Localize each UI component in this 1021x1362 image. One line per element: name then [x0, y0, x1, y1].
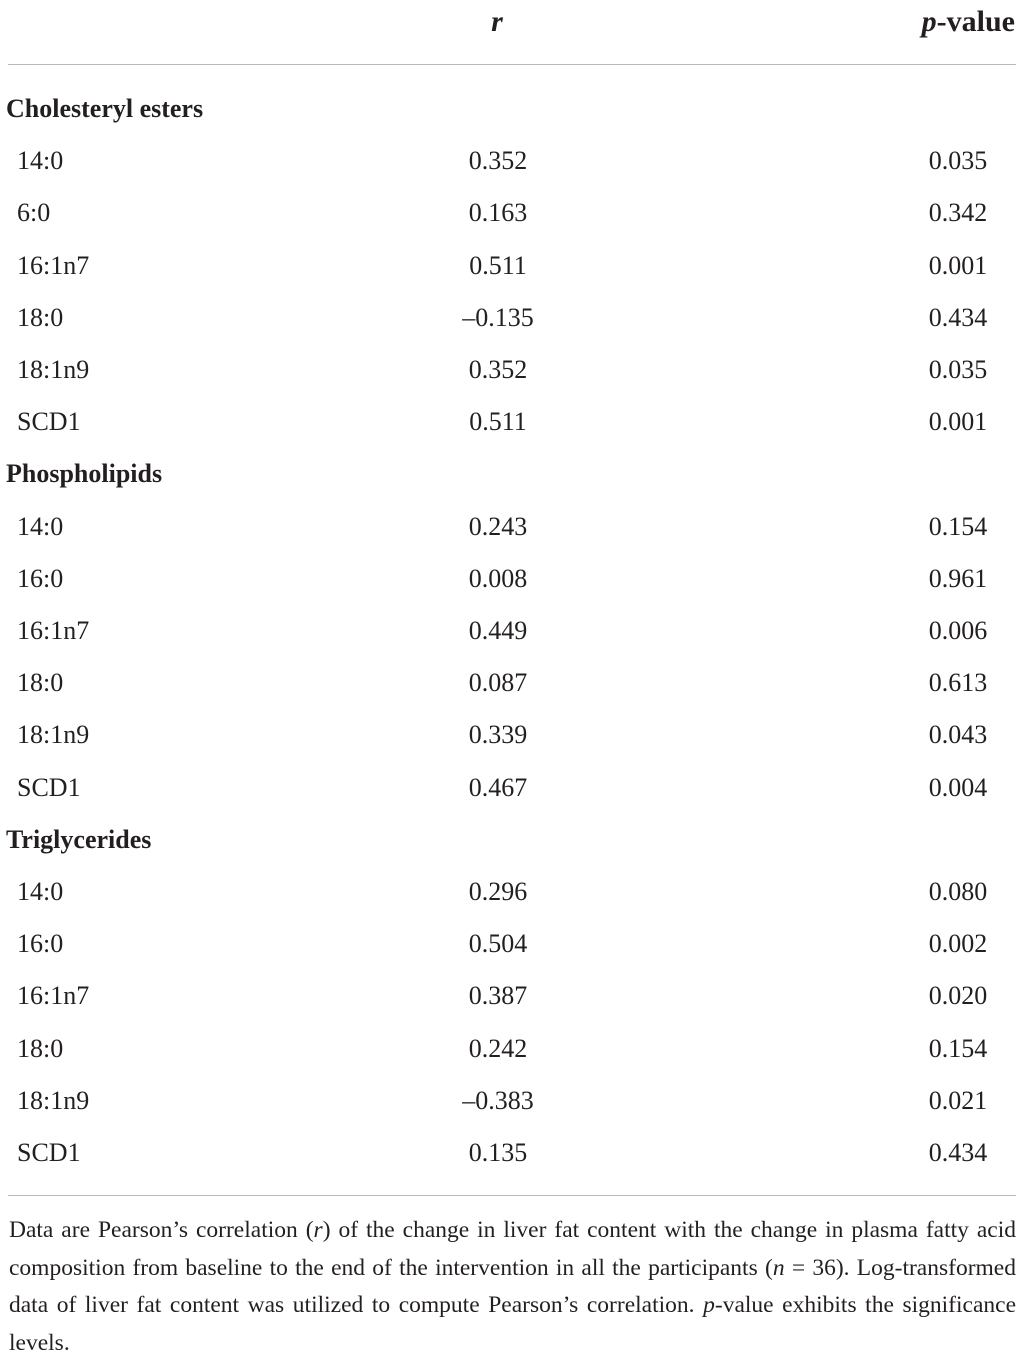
p-value: 0.154 [928, 511, 988, 541]
r-value: –0.135 [462, 302, 534, 332]
table-row [0, 553, 1021, 605]
r-value: 0.352 [468, 146, 528, 176]
p-symbol: p [703, 1292, 715, 1318]
r-value: 0.449 [468, 616, 528, 645]
table-row [0, 501, 1021, 553]
table-row [0, 292, 1021, 344]
fatty-acid-label: 16:0 [17, 929, 64, 959]
r-value: 0.163 [468, 198, 528, 228]
p-value: 0.001 [928, 407, 988, 437]
fatty-acid-label: 18:0 [17, 302, 64, 332]
p-value: 0.006 [928, 616, 988, 645]
fatty-acid-label: 14:0 [17, 511, 64, 541]
footer-rule [8, 1195, 1016, 1196]
p-symbol: p [921, 5, 937, 38]
section-title: Cholesteryl esters [6, 94, 204, 123]
table-row [0, 709, 1021, 761]
table-row [0, 657, 1021, 709]
p-value: 0.004 [928, 772, 988, 802]
r-value: 0.352 [468, 355, 528, 384]
section-title: Triglycerides [6, 824, 152, 854]
r-value: 0.467 [468, 772, 528, 802]
fatty-acid-label: 16:1n7 [17, 250, 90, 280]
table-row [0, 344, 1021, 396]
fatty-acid-label: 14:0 [17, 877, 64, 906]
r-value: –0.383 [462, 1085, 534, 1115]
fatty-acid-label: 18:0 [17, 668, 64, 698]
table-row [0, 605, 1021, 657]
table-row [0, 187, 1021, 239]
r-symbol: r [313, 1217, 323, 1243]
fatty-acid-label: SCD1 [17, 407, 81, 437]
r-value: 0.511 [469, 250, 527, 280]
r-value: 0.242 [468, 1033, 528, 1063]
table-row [0, 396, 1021, 448]
r-value: 0.296 [468, 877, 528, 906]
section-row [0, 814, 1021, 866]
fatty-acid-label: SCD1 [17, 1138, 81, 1167]
p-value: 0.043 [928, 720, 988, 750]
r-value: 0.087 [468, 668, 528, 698]
p-value: 0.001 [928, 250, 988, 280]
r-value: 0.339 [468, 720, 528, 750]
table-row [0, 1075, 1021, 1127]
p-value: 0.613 [928, 668, 988, 698]
fatty-acid-label: 18:1n9 [17, 720, 90, 750]
p-value: 0.154 [928, 1033, 988, 1063]
table-header [0, 0, 1021, 64]
p-value: 0.342 [928, 198, 988, 228]
table-row [0, 866, 1021, 918]
p-value: 0.002 [928, 929, 988, 959]
n-symbol: n [772, 1254, 785, 1281]
r-value: 0.008 [468, 563, 528, 593]
table-row [0, 762, 1021, 814]
fatty-acid-label: 18:1n9 [17, 355, 90, 384]
r-value: 0.135 [468, 1138, 528, 1167]
p-value: 0.020 [928, 981, 988, 1011]
fatty-acid-label: 16:1n7 [17, 981, 90, 1011]
table-row [0, 1127, 1021, 1179]
fatty-acid-label: 16:1n7 [17, 616, 90, 645]
value-suffix: -value [936, 5, 1015, 38]
column-header-p-value [922, 5, 1015, 39]
p-value: 0.434 [928, 302, 988, 332]
fatty-acid-label: 18:1n9 [17, 1085, 90, 1115]
p-value: 0.021 [928, 1085, 988, 1115]
table-footnote: Data are Pearson’s correlation (r) of the change in liver fat content with the change in plasma fatty acid composition from baseline to the end of the intervention in all the participants (n = 36). Log-transformed data of liver fat content was utilized to compute Pearson’s correlation. p-value exhibits the significance levels. [9, 1217, 1016, 1356]
table-row [0, 240, 1021, 292]
table-row [0, 1023, 1021, 1075]
fatty-acid-label: 16:0 [17, 563, 64, 593]
r-value: 0.243 [468, 511, 528, 541]
r-value: 0.387 [468, 981, 528, 1011]
table-row [0, 135, 1021, 187]
section-title: Phospholipids [6, 459, 163, 489]
r-value: 0.504 [468, 929, 528, 959]
p-value: 0.434 [928, 1138, 988, 1167]
p-value: 0.035 [928, 355, 988, 384]
section-row [0, 448, 1021, 500]
table-row [0, 918, 1021, 970]
table-row [0, 970, 1021, 1022]
p-value: 0.080 [928, 877, 988, 906]
fatty-acid-label: SCD1 [17, 772, 81, 802]
section-row [0, 83, 1021, 135]
r-value: 0.511 [469, 407, 527, 437]
header-rule [8, 64, 1016, 65]
fatty-acid-label: 6:0 [17, 198, 51, 228]
fatty-acid-label: 18:0 [17, 1033, 64, 1063]
p-value: 0.961 [928, 563, 988, 593]
fatty-acid-label: 14:0 [17, 146, 64, 176]
column-header-r: r [491, 5, 503, 38]
p-value: 0.035 [928, 146, 988, 176]
